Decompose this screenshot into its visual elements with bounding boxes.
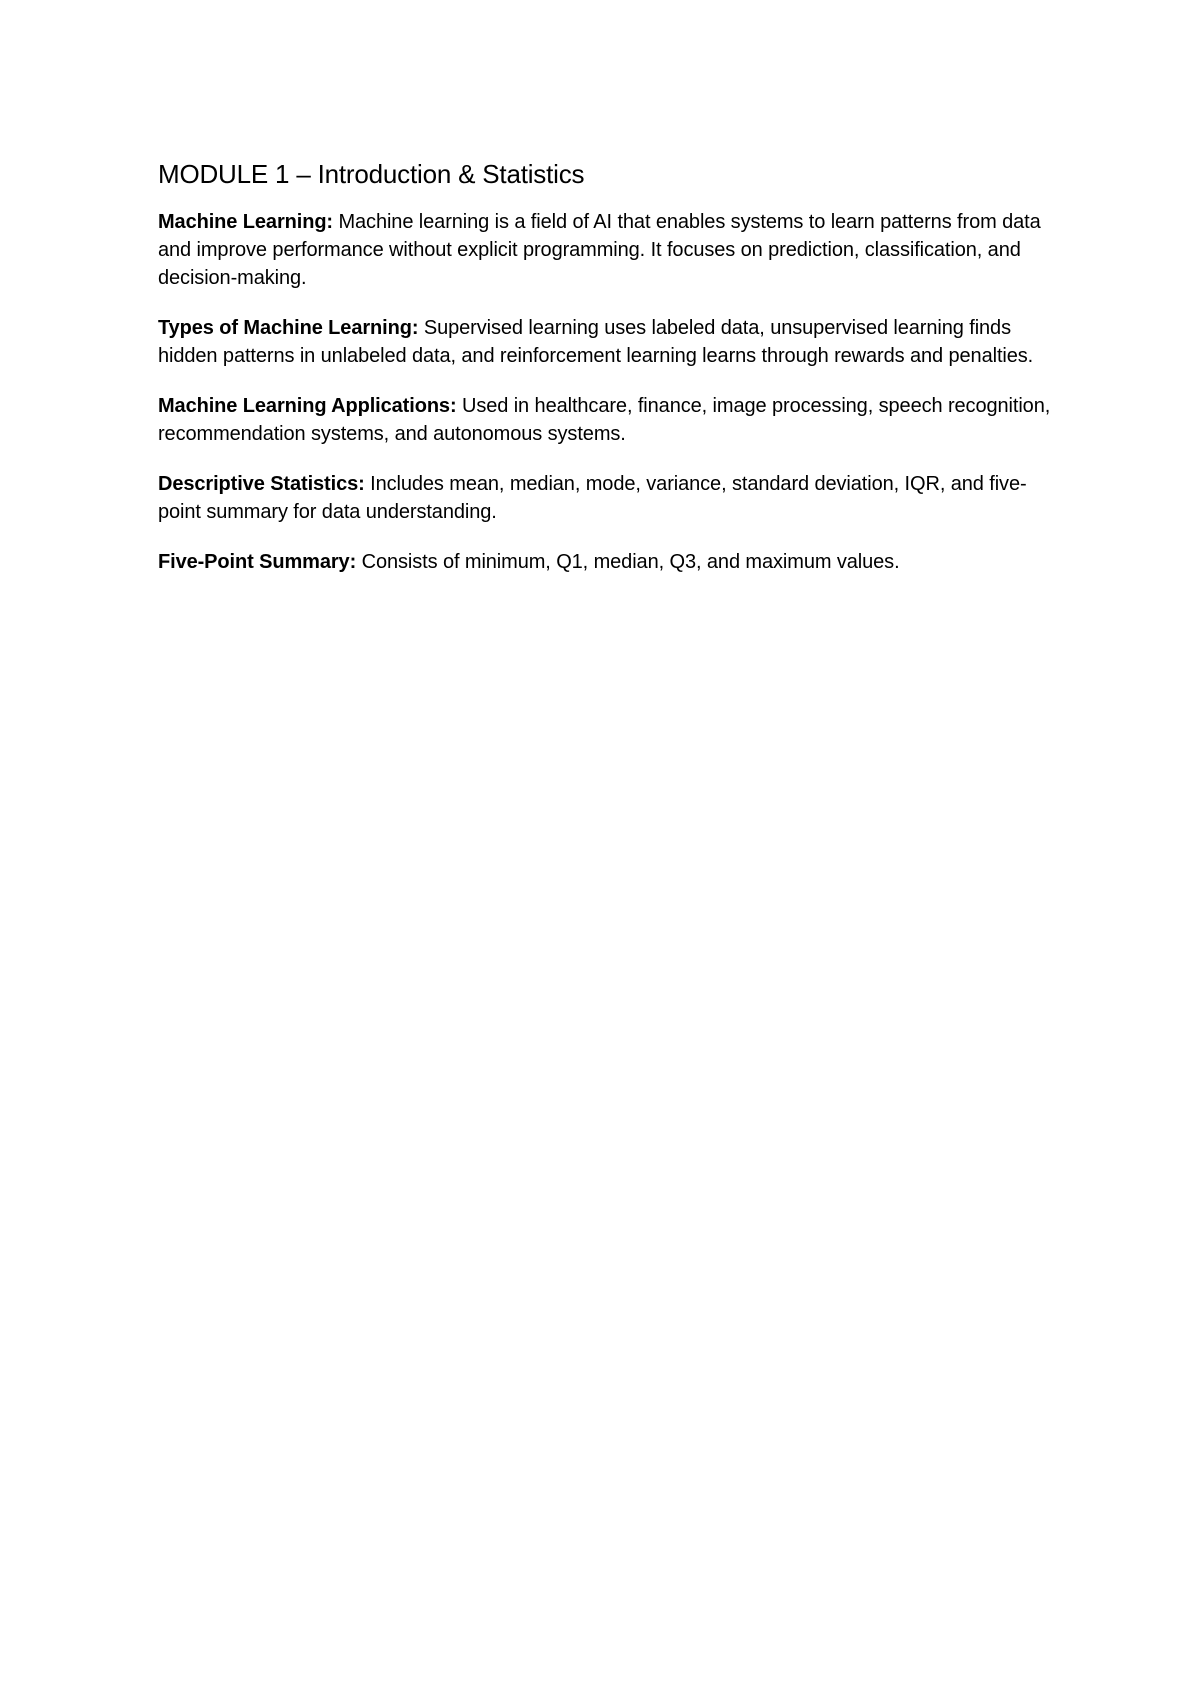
section-term: Descriptive Statistics: (158, 473, 365, 495)
section-text: Consists of minimum, Q1, median, Q3, and maximum values. (356, 551, 900, 573)
section-text: Machine learning is a field of AI that enables systems to learn patterns from data and improve performance without explicit programming. It focuses on prediction, classification, and decision-making. (158, 211, 1041, 289)
section-text: Includes mean, median, mode, variance, standard deviation, IQR, and five-point summary for data understanding. (158, 473, 1027, 523)
document-body (158, 157, 1058, 598)
section-machine-learning-applications (158, 392, 1058, 448)
page-title: MODULE 1 – Introduction & Statistics (158, 159, 585, 189)
section-types-of-machine-learning (158, 314, 1058, 370)
section-machine-learning (158, 208, 1058, 292)
section-term: Machine Learning: (158, 211, 333, 233)
section-term: Machine Learning Applications: (158, 395, 457, 417)
section-term: Types of Machine Learning: (158, 317, 419, 339)
section-descriptive-statistics (158, 470, 1058, 526)
section-text: Used in healthcare, finance, image processing, speech recognition, recommendation systems, and autonomous systems. (158, 395, 1051, 445)
section-term: Five-Point Summary: (158, 551, 357, 573)
section-text: Supervised learning uses labeled data, unsupervised learning finds hidden patterns in unlabeled data, and reinforcement learning learns through rewards and penalties. (158, 317, 1034, 367)
section-five-point-summary (158, 548, 1058, 576)
